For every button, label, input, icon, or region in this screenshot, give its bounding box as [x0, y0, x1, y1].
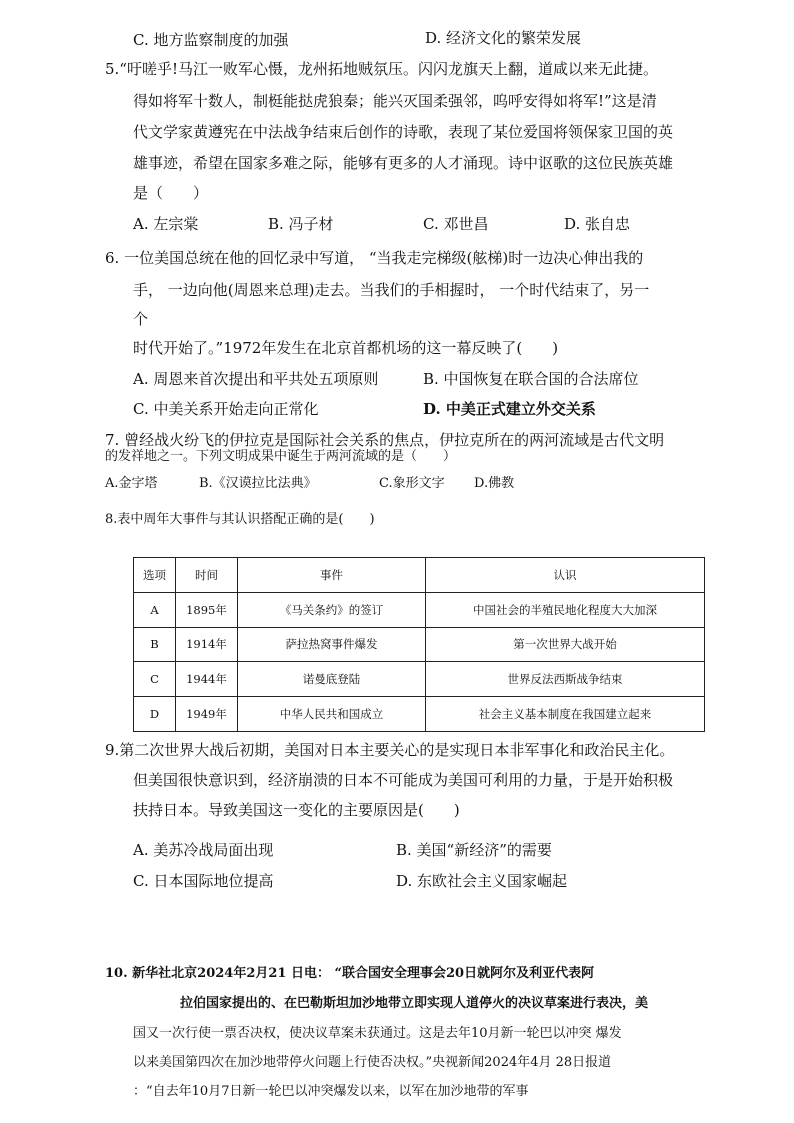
table-cell-event: 萨拉热窝事件爆发 [238, 627, 426, 662]
table-header-time: 时间 [176, 558, 238, 593]
q9-option-b: B. 美国“新经济”的需要 [396, 841, 552, 859]
q10-stem-line-4: 以来美国第四次在加沙地带停火问题上行使否决权。”央视新闻2024年4月 28日报道 [133, 1055, 612, 1070]
q7-stem-line-1: 7. 曾经战火纷飞的伊拉克是国际社会关系的焦点，伊拉克所在的两河流域是古代文明 [105, 431, 665, 449]
table-header-option: 选项 [134, 558, 176, 593]
q7-stem-line-2: 的发祥地之一。下列文明成果中诞生于两河流域的是（ ） [105, 449, 457, 464]
q9-stem-line-2: 但美国很快意识到，经济崩溃的日本不可能成为美国可利用的力量，于是开始积极 [133, 771, 674, 789]
table-cell-option: A [134, 592, 176, 627]
table-cell-event: 诺曼底登陆 [238, 662, 426, 697]
table-header-row [134, 558, 705, 593]
q10-stem-line-5: ：“自去年10月7日新一轮巴以冲突爆发以来，以军在加沙地带的军事 [133, 1084, 529, 1099]
table-cell-time: 1944年 [176, 662, 238, 697]
table-cell-insight: 世界反法西斯战争结束 [426, 662, 705, 697]
q6-stem-line-3: 个 [133, 310, 149, 328]
q5-stem-line-4: 雄事迹，希望在国家多难之际，能够有更多的人才涌现。诗中讴歌的这位民族英雄 [133, 154, 674, 172]
table-cell-option: B [134, 627, 176, 662]
q4-option-c: C. 地方监察制度的加强 [133, 31, 289, 49]
q5-option-a: A. 左宗棠 [133, 215, 199, 233]
table-cell-insight: 第一次世界大战开始 [426, 627, 705, 662]
q5-stem-line-5: 是（ ） [133, 184, 209, 202]
q10-stem-line-2: 拉伯国家提出的、在巴勒斯坦加沙地带立即实现人道停火的决议草案进行表决，美 [180, 996, 649, 1011]
q10-stem-line-1: 10. 新华社北京2024年2月21 日电： “联合国安全理事会20日就阿尔及利亚代表阿 [105, 966, 595, 981]
q6-stem-line-2: 手， 一边向他(周恩来总理)走去。当我们的手相握时， 一个时代结束了，另一 [133, 281, 650, 299]
table-header-insight: 认识 [426, 558, 705, 593]
q6-option-c: C. 中美关系开始走向正常化 [133, 400, 319, 418]
table-cell-time: 1914年 [176, 627, 238, 662]
q9-option-d: D. 东欧社会主义国家崛起 [396, 872, 568, 890]
q5-option-b: B. 冯子材 [268, 215, 334, 233]
table-cell-event: 中华人民共和国成立 [238, 697, 426, 732]
q7-option-d: D.佛教 [474, 476, 515, 491]
q5-option-d: D. 张自忠 [564, 215, 631, 233]
q6-option-a: A. 周恩来首次提出和平共处五项原则 [133, 370, 379, 388]
q6-option-b: B. 中国恢复在联合国的合法席位 [423, 370, 639, 388]
table-header-event: 事件 [238, 558, 426, 593]
table-cell-time: 1949年 [176, 697, 238, 732]
table-cell-insight: 社会主义基本制度在我国建立起来 [426, 697, 705, 732]
q7-option-c: C.象形文字 [379, 476, 445, 491]
q9-option-a: A. 美苏冷战局面出现 [133, 841, 274, 859]
q6-stem-line-1: 6. 一位美国总统在他的回忆录中写道， “当我走完梯级(舷梯)时一边决心伸出我的 [105, 249, 644, 267]
q8-event-table [133, 557, 705, 732]
q9-stem-line-3: 扶持日本。导致美国这一变化的主要原因是( ) [133, 801, 460, 819]
q7-option-b: B.《汉谟拉比法典》 [199, 476, 317, 491]
q8-stem: 8.表中周年大事件与其认识搭配正确的是( ) [105, 512, 375, 527]
q4-option-d: D. 经济文化的繁荣发展 [425, 29, 582, 47]
table-row [134, 627, 705, 662]
q10-stem-line-3: 国又一次行使一票否决权，使决议草案未获通过。这是去年10月新一轮巴以冲突 爆发 [133, 1026, 622, 1041]
table-cell-insight: 中国社会的半殖民地化程度大大加深 [426, 592, 705, 627]
q5-stem-line-3: 代文学家黄遵宪在中法战争结束后创作的诗歌，表现了某位爱国将领保家卫国的英 [133, 123, 674, 141]
table-cell-option: D [134, 697, 176, 732]
q7-option-a: A.金字塔 [105, 476, 158, 491]
table-row [134, 662, 705, 697]
q9-stem-line-1: 9.第二次世界大战后初期，美国对日本主要关心的是实现日本非军事化和政治民主化。 [105, 741, 675, 759]
table-cell-option: C [134, 662, 176, 697]
q5-stem-line-1: 5.“吁嗟乎!马江一败军心慑，龙州拓地贼氛压。闪闪龙旗天上翻，道咸以来无此捷。 [105, 60, 659, 78]
q5-stem-line-2: 得如将军十数人，制梃能挞虎狼秦；能兴灭国柔强邻，呜呼安得如将军!”这是清 [133, 92, 657, 110]
q9-option-c: C. 日本国际地位提高 [133, 872, 274, 890]
q6-option-d: D. 中美正式建立外交关系 [423, 400, 596, 418]
table-cell-event: 《马关条约》的签订 [238, 592, 426, 627]
table-row [134, 592, 705, 627]
table-row [134, 697, 705, 732]
table-cell-time: 1895年 [176, 592, 238, 627]
q6-stem-line-4: 时代开始了。”1972年发生在北京首都机场的这一幕反映了( ) [133, 339, 559, 357]
q5-option-c: C. 邓世昌 [423, 215, 489, 233]
